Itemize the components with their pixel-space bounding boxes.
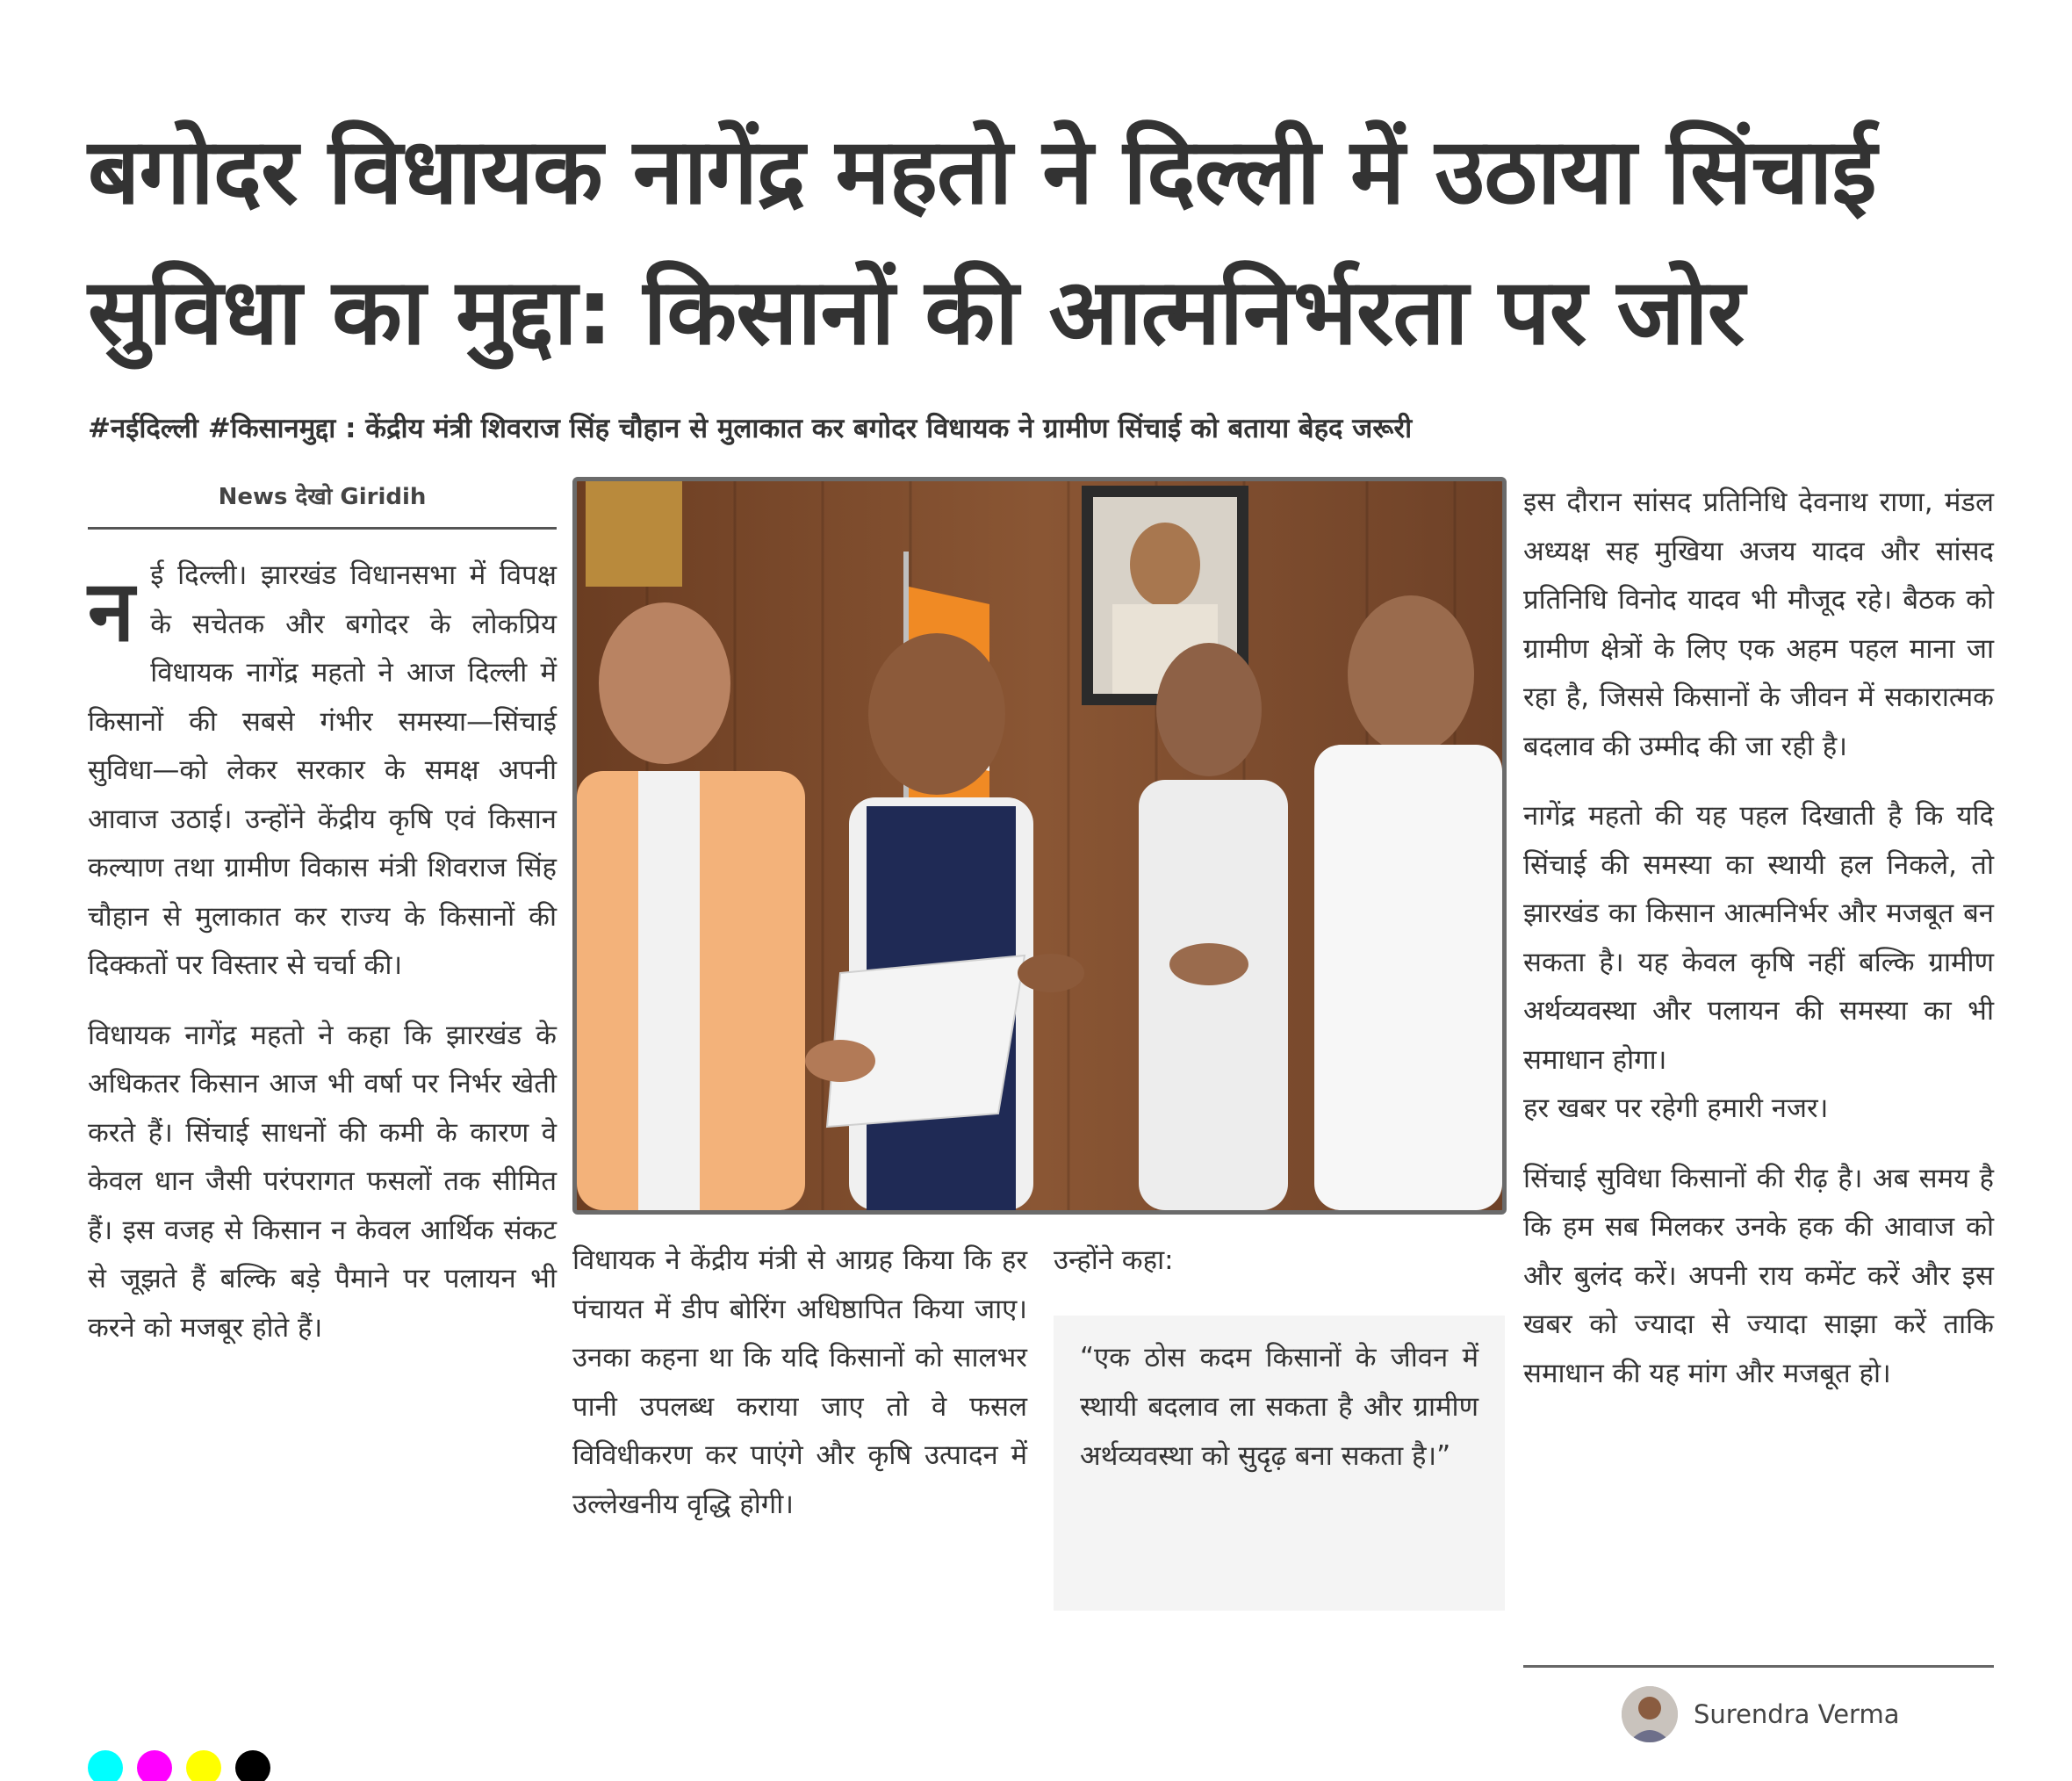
drop-cap: न (88, 562, 135, 660)
magenta-dot (137, 1750, 172, 1781)
yellow-dot (186, 1750, 221, 1781)
source-divider (88, 527, 557, 530)
col4-tagline: हर खबर पर रहेगी हमारी नजर। (1523, 1092, 1829, 1124)
cmyk-registration-dots (88, 1750, 270, 1781)
pull-quote (1054, 1316, 1505, 1611)
column-3 (1054, 1237, 1487, 1307)
news-photo (572, 477, 1507, 1215)
col1-paragraph-2: विधायक नागेंद्र महतो ने कहा कि झारखंड के अधिकतर किसान आज भी वर्षा पर निर्भर खेती करते हैं। सिंचाई साधनों की कमी के कारण वे केवल धान जैसी परंपरागत फसलों तक सीमित हैं। इस वजह से किसान न केवल आर्थिक संकट से जूझते हैं बल्कि बड़े पैमाने पर पलायन भी करने को मजबूर होते हैं। (88, 1019, 557, 1344)
headline-line-1: बगोदर विधायक नागेंद्र महतो ने दिल्ली में उठाया सिंचाई (88, 118, 1876, 225)
col2-paragraph-1: विधायक ने केंद्रीय मंत्री से आग्रह किया कि हर पंचायत में डीप बोरिंग अधिष्ठापित किया जाए। उनका कहना था कि यदि किसानों को सालभर पानी उपलब्ध कराया जाए तो वे फसल विविधीकरण कर पाएंगे और कृषि उत्पादन में उल्लेखनीय वृद्धि होगी। (572, 1244, 1027, 1520)
col1-paragraph-1-text: ई दिल्ली। झारखंड विधानसभा में विपक्ष के सचेतक और बगोदर के लोकप्रिय विधायक नागेंद्र महतो ने आज दिल्ली में किसानों की सबसे गंभीर समस्या—सिंचाई सुविधा—को लेकर सरकार के समक्ष अपनी आवाज उठाई। उन्होंने केंद्रीय कृषि एवं किसान कल्याण तथा ग्रामीण विकास मंत्री शिवराज सिंह चौहान से मुलाकात कर राज्य के किसानों की दिक्कतों पर विस्तार से चर्चा की। (88, 559, 557, 981)
avatar-icon (1622, 1686, 1678, 1742)
col4-paragraph-3: सिंचाई सुविधा किसानों की रीढ़ है। अब समय है कि हम सब मिलकर उनके हक की आवाज को और बुलंद करें। अपनी राय कमेंट करें और इस खबर को ज्यादा से ज्यादा साझा करें ताकि समाधान की यह मांग और मजबूत हो। (1523, 1162, 1994, 1389)
headline-line-2: सुविधा का मुद्दा: किसानों की आत्मनिर्भरता पर जोर (88, 258, 1745, 365)
author-avatar (1622, 1686, 1678, 1742)
author-byline (1622, 1686, 1899, 1742)
col4-paragraph-2-text: नागेंद्र महतो की यह पहल दिखाती है कि यदि सिंचाई की समस्या का स्थायी हल निकले, तो झारखंड का किसान आत्मनिर्भर और मजबूत बन सकता है। यह केवल कृषि नहीं बल्कि ग्रामीण अर्थव्यवस्था और पलायन की समस्या का भी समाधान होगा। (1523, 800, 1994, 1076)
col4-paragraph-1: इस दौरान सांसद प्रतिनिधि देवनाथ राणा, मंडल अध्यक्ष सह मुखिया अजय यादव और सांसद प्रतिनिधि विनोद यादव भी मौजूद रहे। बैठक को ग्रामीण क्षेत्रों के लिए एक अहम पहल माना जा रहा है, जिससे किसानों के जीवन में सकारात्मक बदलाव की उम्मीद की जा रही है। (1523, 487, 1994, 762)
pull-quote-text: “एक ठोस कदम किसानों के जीवन में स्थायी बदलाव ला सकता है और ग्रामीण अर्थव्यवस्था को सुदृढ़ बना सकता है।” (1080, 1342, 1478, 1472)
column-4 (1523, 479, 1994, 1419)
source-label: News देखो Giridih (218, 484, 427, 510)
col1-paragraph-1 (88, 552, 557, 991)
col4-paragraph-2 (1523, 792, 1994, 1134)
article-subheadline: #नईदिल्ली #किसानमुद्दा : केंद्रीय मंत्री शिवराज सिंह चौहान से मुलाकात कर बगोदर विधायक ने ग्रामीण सिंचाई को बताया बेहद जरूरी (88, 413, 1413, 444)
col3-intro: उन्होंने कहा: (1054, 1244, 1174, 1276)
column-1 (88, 552, 557, 1374)
black-dot (235, 1750, 270, 1781)
author-name: Surendra Verma (1694, 1699, 1900, 1729)
news-photo-meeting-icon (577, 481, 1502, 1210)
column-2 (572, 1237, 1027, 1550)
cyan-dot (88, 1750, 123, 1781)
article-headline (88, 101, 2002, 382)
byline-divider (1523, 1665, 1994, 1668)
